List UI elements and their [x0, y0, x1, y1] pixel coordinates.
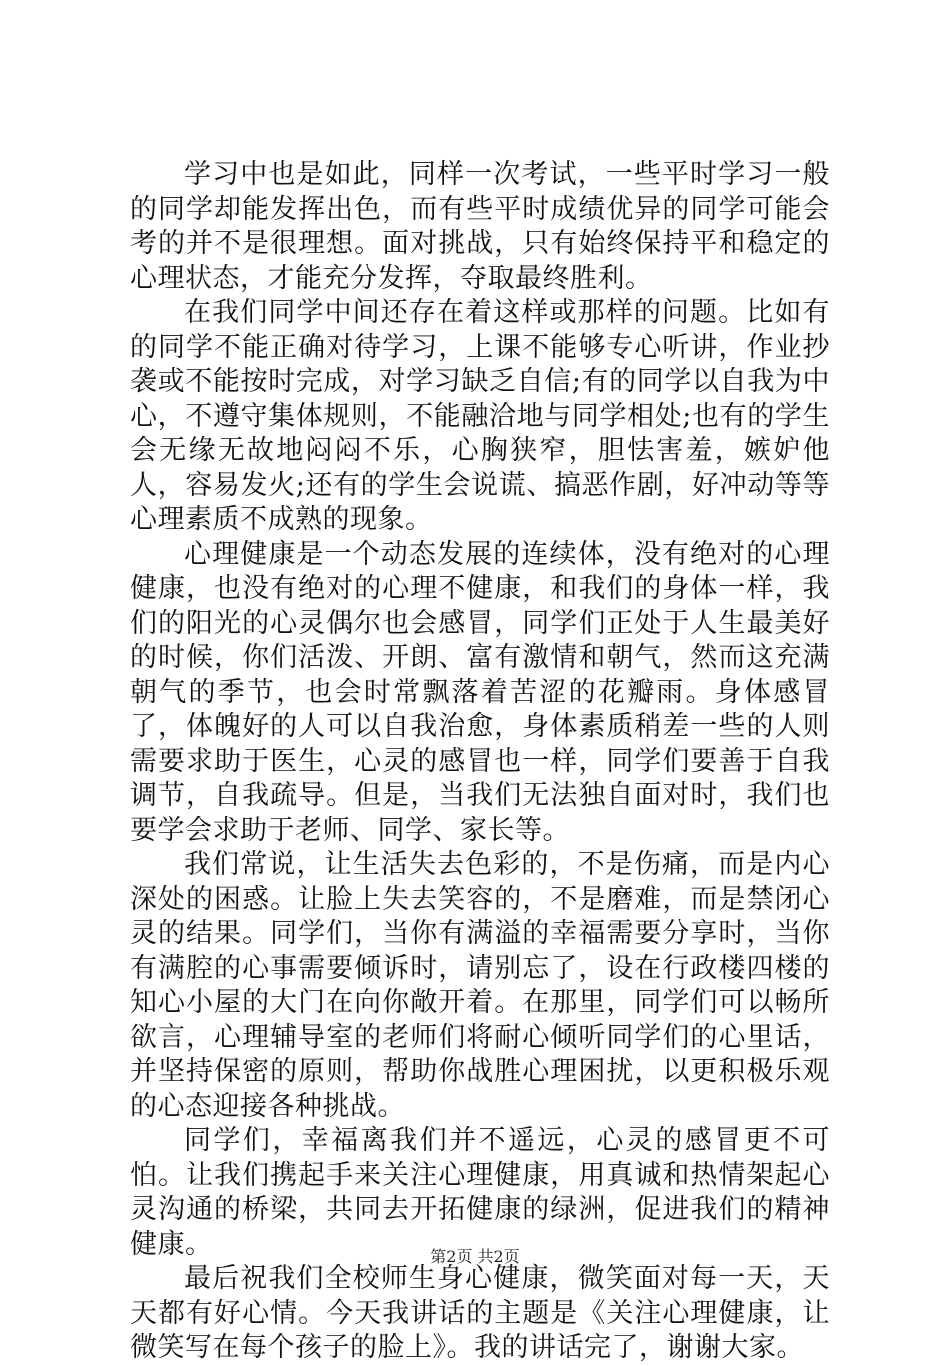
- paragraph-6: 最后祝我们全校师生身心健康，微笑面对每一天，天天都有好心情。今天我讲话的主题是《关注心理健康，让微笑写在每个孩子的脸上》。我的讲话完了，谢谢大家。: [130, 1263, 830, 1363]
- paragraph-2: 在我们同学中间还存在着这样或那样的问题。比如有的同学不能正确对待学习，上课不能够专心听讲，作业抄袭或不能按时完成，对学习缺乏自信;有的同学以自我为中心，不遵守集体规则，不能融洽地与同学相处;也有的学生会无缘无故地闷闷不乐，心胸狭窄，胆怯害羞，嫉妒他人，容易发火;还有的学生会说谎、搞恶作剧，好冲动等等心理素质不成熟的现象。: [130, 297, 830, 535]
- paragraph-4: 我们常说，让生活失去色彩的，不是伤痛，而是内心深处的困惑。让脸上失去笑容的，不是磨难，而是禁闭心灵的结果。同学们，当你有满溢的幸福需要分享时，当你有满腔的心事需要倾诉时，请别忘了，设在行政楼四楼的知心小屋的大门在向你敞开着。在那里，同学们可以畅所欲言，心理辅导室的老师们将耐心倾听同学们的心里话，并坚持保密的原则，帮助你战胜心理困扰，以更积极乐观的心态迎接各种挑战。: [130, 849, 830, 1122]
- paragraph-1: 学习中也是如此，同样一次考试，一些平时学习一般的同学却能发挥出色，而有些平时成绩优异的同学可能会考的并不是很理想。面对挑战，只有始终保持平和稳定的心理状态，才能充分发挥，夺取最终胜利。: [130, 159, 830, 294]
- paragraph-3: 心理健康是一个动态发展的连续体，没有绝对的心理健康，也没有绝对的心理不健康，和我们的身体一样，我们的阳光的心灵偶尔也会感冒，同学们正处于人生最美好的时候，你们活泼、开朗、富有激情和朝气，然而这充满朝气的季节，也会时常飘落着苦涩的花瓣雨。身体感冒了，体魄好的人可以自我治愈，身体素质稍差一些的人则需要求助于医生，心灵的感冒也一样，同学们要善于自我调节，自我疏导。但是，当我们无法独自面对时，我们也要学会求助于老师、同学、家长等。: [130, 538, 830, 846]
- document-body: [130, 158, 830, 1366]
- page-footer: 第2页 共2页: [430, 1247, 520, 1266]
- paragraph-5: 同学们，幸福离我们并不遥远，心灵的感冒更不可怕。让我们携起手来关注心理健康，用真诚和热情架起心灵沟通的桥梁，共同去开拓健康的绿洲，促进我们的精神健康。: [130, 1125, 830, 1260]
